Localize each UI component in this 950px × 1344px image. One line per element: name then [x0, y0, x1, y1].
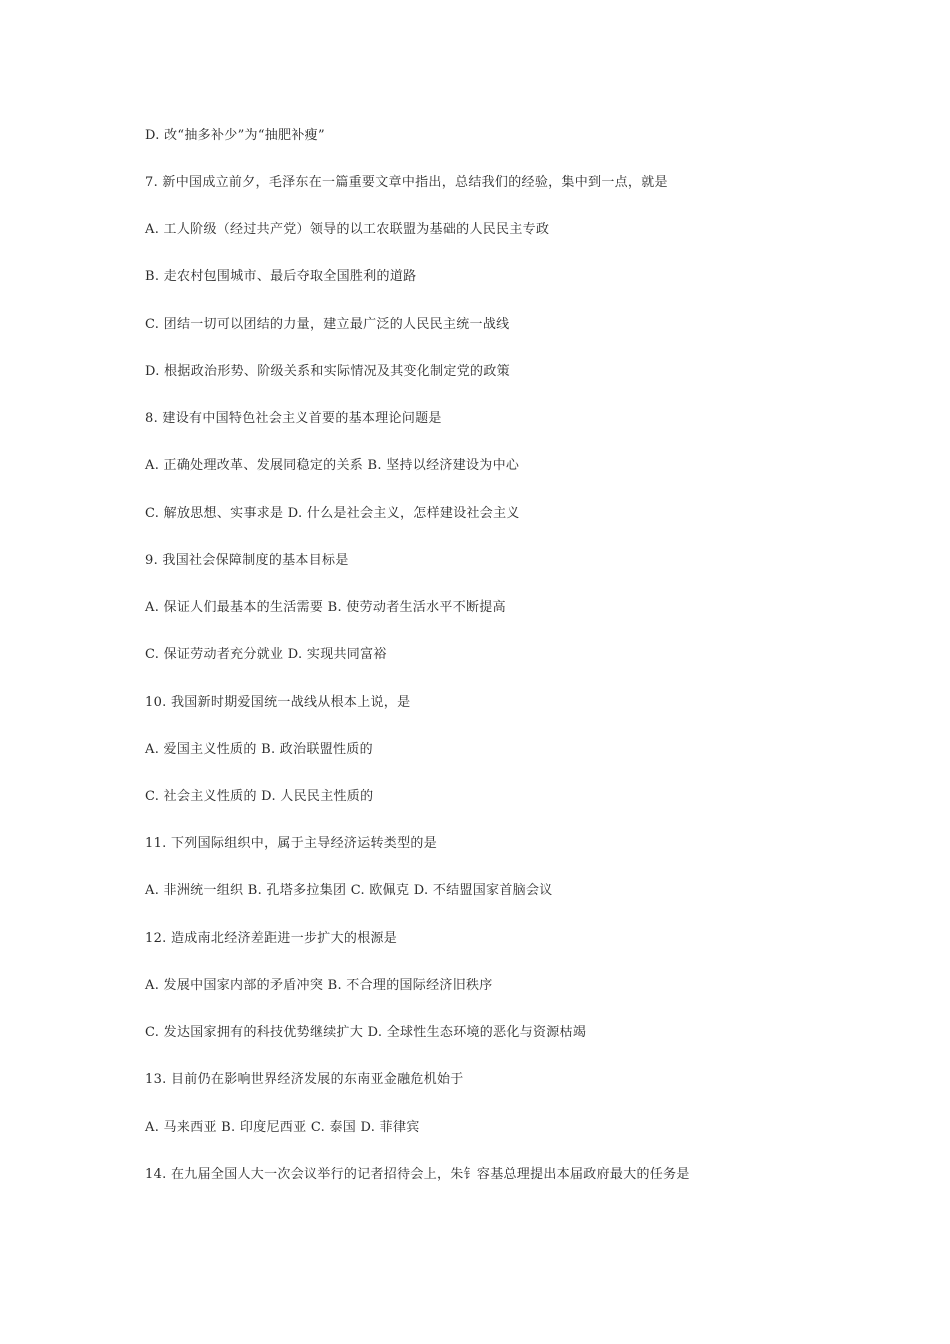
options-12ab: A. 发展中国家内部的矛盾冲突 B. 不合理的国际经济旧秩序: [145, 978, 493, 993]
question-8: 8. 建设有中国特色社会主义首要的基本理论问题是: [145, 411, 442, 426]
option-7d: D. 根据政治形势、阶级关系和实际情况及其变化制定党的政策: [145, 364, 510, 379]
question-9: 9. 我国社会保障制度的基本目标是: [145, 553, 349, 568]
options-9cd: C. 保证劳动者充分就业 D. 实现共同富裕: [145, 647, 387, 662]
option-7b: B. 走农村包围城市、最后夺取全国胜利的道路: [145, 269, 417, 284]
question-12: 12. 造成南北经济差距进一步扩大的根源是: [145, 931, 398, 946]
question-7: 7. 新中国成立前夕，毛泽东在一篇重要文章中指出，总结我们的经验，集中到一点，就是: [145, 175, 668, 190]
options-9ab: A. 保证人们最基本的生活需要 B. 使劳动者生活水平不断提高: [145, 600, 506, 615]
question-10: 10. 我国新时期爱国统一战线从根本上说，是: [145, 695, 411, 710]
options-10ab: A. 爱国主义性质的 B. 政治联盟性质的: [145, 742, 373, 757]
options-12cd: C. 发达国家拥有的科技优势继续扩大 D. 全球性生态环境的恶化与资源枯竭: [145, 1025, 587, 1040]
option-7c: C. 团结一切可以团结的力量，建立最广泛的人民民主统一战线: [145, 317, 510, 332]
options-8cd: C. 解放思想、实事求是 D. 什么是社会主义，怎样建设社会主义: [145, 506, 520, 521]
option-7a: A. 工人阶级（经过共产党）领导的以工农联盟为基础的人民民主专政: [145, 222, 550, 237]
question-14: 14. 在九届全国人大一次会议举行的记者招待会上，朱钅容基总理提出本届政府最大的任务是: [145, 1167, 690, 1182]
options-10cd: C. 社会主义性质的 D. 人民民主性质的: [145, 789, 374, 804]
question-13: 13. 目前仍在影响世界经济发展的东南亚金融危机始于: [145, 1072, 464, 1087]
question-11: 11. 下列国际组织中，属于主导经济运转类型的是: [145, 836, 438, 851]
options-13: A. 马来西亚 B. 印度尼西亚 C. 泰国 D. 菲律宾: [145, 1120, 420, 1135]
option-6d: D. 改“抽多补少”为“抽肥补瘦”: [145, 128, 325, 143]
options-8ab: A. 正确处理改革、发展同稳定的关系 B. 坚持以经济建设为中心: [145, 458, 520, 473]
options-11: A. 非洲统一组织 B. 孔塔多拉集团 C. 欧佩克 D. 不结盟国家首脑会议: [145, 883, 553, 898]
